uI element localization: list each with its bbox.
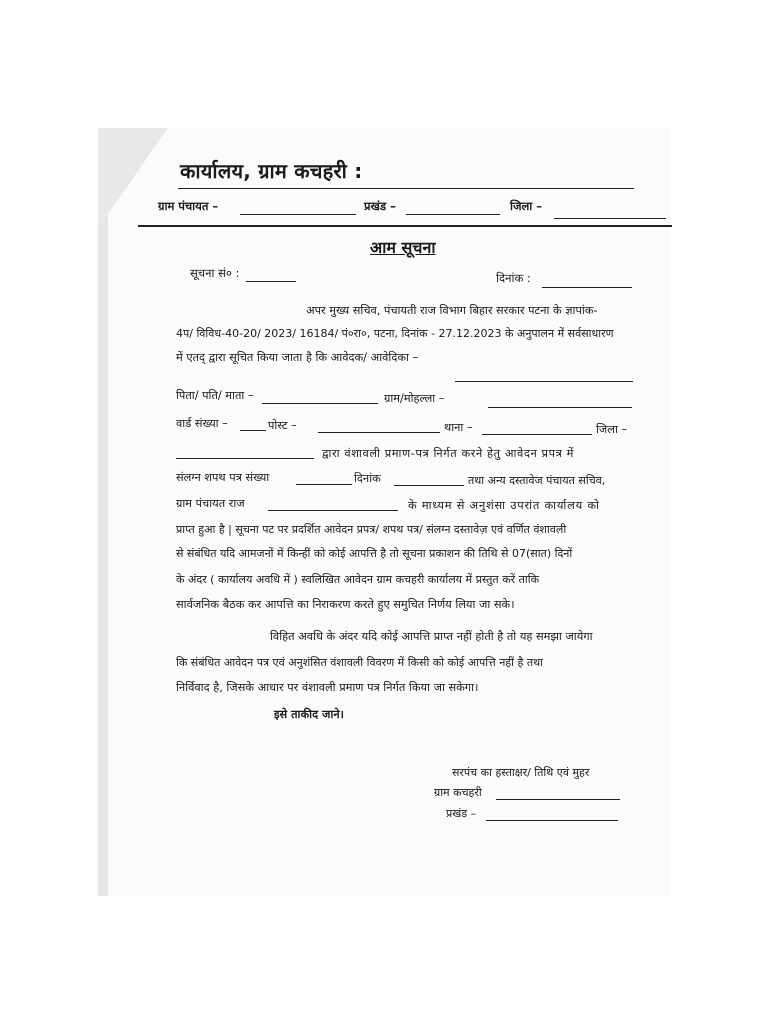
body-line-3: में एतद् द्वारा सूचित किया जाता है कि आवेदक/ आवेदिका –	[176, 351, 419, 364]
body-line-11: के अंदर ( कार्यालय अवधि में ) स्वलिखित आवेदन ग्राम कचहरी कार्यालय में प्रस्तुत करें ताकि	[176, 573, 540, 586]
body-line-10: से संबंधित यदि आमजनों में किन्हीं को कोई आपत्ति है तो सूचना प्रकाशन की तिथि से 07(सात) दिनों	[176, 547, 573, 560]
body-line-12: सार्वजनिक बैठक कर आपत्ति का निराकरण करते हुए समुचित निर्णय लिया जा सके।	[176, 598, 515, 611]
body-line-5d: जिला –	[596, 423, 628, 436]
gram-panchayat-label: ग्राम पंचायत –	[158, 199, 219, 213]
ward-blank	[240, 430, 266, 431]
zila-blank	[554, 218, 666, 219]
header-rule	[178, 188, 634, 189]
applicant-blank	[455, 381, 633, 382]
header-double-rule	[138, 225, 672, 227]
prakhand-sign-blank	[486, 820, 618, 821]
suchna-no-label: सूचना सं० :	[190, 266, 240, 280]
suchna-no-blank	[246, 281, 296, 282]
office-title: कार्यालय, ग्राम कचहरी :	[180, 159, 363, 183]
prakhand-label: प्रखंड –	[364, 199, 396, 213]
affidavit-no-blank	[296, 484, 352, 485]
village-blank	[488, 407, 632, 408]
body-line-5c: थाना –	[444, 421, 473, 434]
name-blank	[176, 458, 314, 459]
prakhand-blank	[406, 214, 500, 215]
body-line-7a: संलग्न शपथ पत्र संख्या	[176, 471, 270, 484]
dinank-blank	[542, 287, 632, 288]
body-line-4a: पिता/ पति/ माता –	[176, 389, 254, 402]
scan-edge	[98, 128, 108, 896]
thana-blank	[482, 434, 592, 435]
body-line-6: द्वारा वंशावली प्रमाण-पत्र निर्गत करने हेतु आवेदन प्रपत्र में	[322, 447, 574, 460]
parent-blank	[262, 403, 378, 404]
body-line-7c: तथा अन्य दस्तावेज पंचायत सचिव,	[468, 474, 606, 487]
gram-kachahari-sign-blank	[496, 799, 620, 800]
body-line-8b: के माध्यम से अनुशंसा उपरांत कार्यालय को	[408, 499, 600, 512]
body-line-15: निर्विवाद है, जिसके आधार पर वंशावली प्रमाण पत्र निर्गत किया जा सकेगा।	[176, 681, 479, 694]
body-line-9: प्राप्त हुआ है | सूचना पट पर प्रदर्शित आवेदन प्रपत्र/ शपथ पत्र/ संलग्न दस्तावेज़ एवं वर्णित वंशावली	[176, 523, 567, 536]
gram-panchayat-blank	[240, 214, 356, 215]
dinank-label: दिनांक :	[496, 271, 531, 285]
body-line-5b: पोस्ट –	[268, 419, 297, 432]
prakhand-sign-label: प्रखंड –	[446, 807, 477, 820]
sarpanch-signature-label: सरपंच का हस्ताक्षर/ तिथि एवं मुहर	[452, 766, 590, 779]
body-line-4b: ग्राम/मोहल्ला –	[384, 392, 445, 405]
panchayat-raj-blank	[268, 510, 398, 511]
body-line-7b: दिनांक	[354, 472, 381, 485]
notice-heading: आम सूचना	[370, 238, 436, 257]
body-line-5a: वार्ड संख्या –	[176, 417, 228, 430]
body-line-1: अपर मुख्य सचिव, पंचायती राज विभाग बिहार सरकार पटना के ज्ञापांक-	[306, 304, 598, 317]
zila-label: जिला –	[510, 199, 543, 213]
body-line-16: इसे ताकीद जाने।	[274, 708, 344, 721]
body-line-8a: ग्राम पंचायत राज	[176, 497, 245, 510]
gram-kachahari-sign-label: ग्राम कचहरी	[434, 786, 482, 799]
affidavit-date-blank	[394, 485, 464, 486]
body-line-13: विहित अवधि के अंदर यदि कोई आपत्ति प्राप्त नहीं होती है तो यह समझा जायेगा	[270, 630, 593, 643]
body-line-2: 4प/ विविध-40-20/ 2023/ 16184/ पं०रा०, पटना, दिनांक - 27.12.2023 के अनुपालन में सर्वसाधारण	[176, 327, 614, 340]
post-blank	[318, 432, 440, 433]
body-line-14: कि संबंधित आवेदन पत्र एवं अनुशंसित वंशावली विवरण में किसी को कोई आपत्ति नहीं है तथा	[176, 656, 543, 669]
